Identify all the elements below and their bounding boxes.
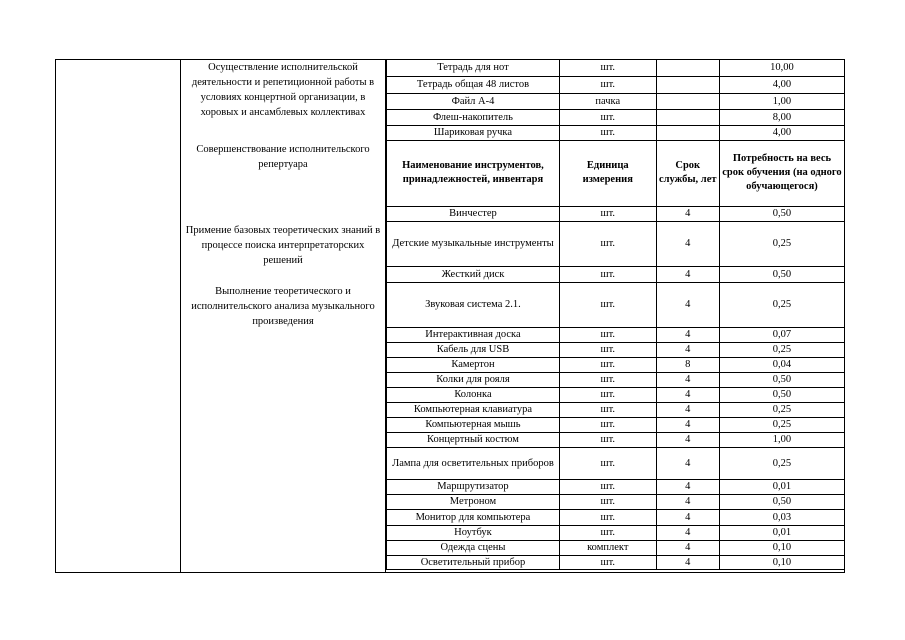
table-row: [387, 447, 845, 479]
header-row: [387, 140, 845, 206]
table-row: [387, 206, 845, 221]
item-name-cell: Осветительный прибор: [387, 555, 560, 569]
table-row: [387, 509, 845, 525]
table-row: [387, 494, 845, 509]
item-name-cell: Концертный костюм: [387, 432, 560, 447]
unit-cell: шт.: [559, 76, 656, 93]
unit-cell: шт.: [559, 432, 656, 447]
equipment-table: [386, 60, 844, 570]
need-cell: 0,25: [719, 282, 844, 327]
need-cell: 1,00: [719, 93, 844, 109]
item-name-cell: Шариковая ручка: [387, 125, 560, 140]
term-cell: 4: [656, 540, 719, 555]
need-cell: 4,00: [719, 125, 844, 140]
table-row: [387, 342, 845, 357]
item-name-cell: Колонка: [387, 387, 560, 402]
unit-cell: шт.: [559, 494, 656, 509]
term-cell: 4: [656, 372, 719, 387]
need-cell: 0,10: [719, 540, 844, 555]
item-name-cell: Тетрадь для нот: [387, 60, 560, 76]
table-row: [387, 266, 845, 282]
header-unit: Единица измерения: [559, 140, 656, 206]
unit-cell: шт.: [559, 221, 656, 266]
table-row: [387, 327, 845, 342]
term-cell: 4: [656, 387, 719, 402]
table-row: [387, 125, 845, 140]
unit-cell: шт.: [559, 266, 656, 282]
term-cell: 4: [656, 282, 719, 327]
term-cell: 4: [656, 402, 719, 417]
need-cell: 0,50: [719, 494, 844, 509]
term-cell: 4: [656, 417, 719, 432]
item-name-cell: Флеш-накопитель: [387, 109, 560, 125]
term-cell: [656, 109, 719, 125]
item-name-cell: Камертон: [387, 357, 560, 372]
term-cell: 4: [656, 494, 719, 509]
need-cell: 0,25: [719, 221, 844, 266]
item-name-cell: Ноутбук: [387, 525, 560, 540]
need-cell: 0,25: [719, 417, 844, 432]
activities-column: [181, 60, 386, 572]
table-row: [387, 417, 845, 432]
unit-cell: шт.: [559, 509, 656, 525]
header-name: Наименование инструментов, принадлежностей, инвентаря: [387, 140, 560, 206]
unit-cell: шт.: [559, 447, 656, 479]
item-name-cell: Колки для рояля: [387, 372, 560, 387]
need-cell: 0,25: [719, 342, 844, 357]
unit-cell: шт.: [559, 327, 656, 342]
unit-cell: комплект: [559, 540, 656, 555]
document-table: [55, 59, 845, 573]
unit-cell: шт.: [559, 357, 656, 372]
term-cell: 4: [656, 479, 719, 494]
unit-cell: шт.: [559, 402, 656, 417]
term-cell: [656, 125, 719, 140]
need-cell: 0,50: [719, 266, 844, 282]
need-cell: 0,04: [719, 357, 844, 372]
activity-text: Выполнение теоретического и исполнительского анализа музыкального произведения: [191, 286, 375, 327]
need-cell: 0,01: [719, 479, 844, 494]
item-name-cell: Монитор для компьютера: [387, 509, 560, 525]
item-name-cell: Метроном: [387, 494, 560, 509]
term-cell: 4: [656, 555, 719, 569]
item-name-cell: Файл А-4: [387, 93, 560, 109]
empty-column: [56, 60, 181, 572]
need-cell: 1,00: [719, 432, 844, 447]
term-cell: 4: [656, 447, 719, 479]
need-cell: 0,03: [719, 509, 844, 525]
table-row: [387, 525, 845, 540]
item-name-cell: Детские музыкальные инструменты: [387, 221, 560, 266]
item-name-cell: Компьютерная клавиатура: [387, 402, 560, 417]
item-name-cell: Компьютерная мышь: [387, 417, 560, 432]
term-cell: 4: [656, 342, 719, 357]
table-row: [387, 387, 845, 402]
unit-cell: шт.: [559, 417, 656, 432]
activity-text: Совершенствование исполнительского репертуара: [196, 144, 370, 170]
need-cell: 0,01: [719, 525, 844, 540]
unit-cell: шт.: [559, 60, 656, 76]
term-cell: 4: [656, 221, 719, 266]
term-cell: 4: [656, 525, 719, 540]
table-row: [387, 402, 845, 417]
item-name-cell: Тетрадь общая 48 листов: [387, 76, 560, 93]
term-cell: [656, 76, 719, 93]
table-row: [387, 93, 845, 109]
need-cell: 0,50: [719, 206, 844, 221]
table-row: [387, 479, 845, 494]
unit-cell: шт.: [559, 387, 656, 402]
term-cell: [656, 60, 719, 76]
unit-cell: пачка: [559, 93, 656, 109]
unit-cell: шт.: [559, 372, 656, 387]
unit-cell: шт.: [559, 206, 656, 221]
table-row: [387, 357, 845, 372]
header-term: Срок службы, лет: [656, 140, 719, 206]
item-name-cell: Винчестер: [387, 206, 560, 221]
table-row: [387, 282, 845, 327]
item-name-cell: Звуковая система 2.1.: [387, 282, 560, 327]
term-cell: 8: [656, 357, 719, 372]
unit-cell: шт.: [559, 555, 656, 569]
term-cell: 4: [656, 266, 719, 282]
term-cell: 4: [656, 206, 719, 221]
table-row: [387, 221, 845, 266]
table-row: [387, 372, 845, 387]
activity-text: Осуществление исполнительской деятельности и репетиционной работы в условиях концертной организации, в хоровых и ансамблевых коллективах: [191, 62, 375, 118]
unit-cell: шт.: [559, 525, 656, 540]
term-cell: [656, 93, 719, 109]
need-cell: 0,50: [719, 387, 844, 402]
table-row: [387, 555, 845, 569]
unit-cell: шт.: [559, 125, 656, 140]
item-name-cell: Интерактивная доска: [387, 327, 560, 342]
term-cell: 4: [656, 432, 719, 447]
table-row: [387, 432, 845, 447]
need-cell: 4,00: [719, 76, 844, 93]
item-name-cell: Одежда сцены: [387, 540, 560, 555]
table-row: [387, 540, 845, 555]
need-cell: 10,00: [719, 60, 844, 76]
table-row: [387, 60, 845, 76]
item-name-cell: Кабель для USB: [387, 342, 560, 357]
term-cell: 4: [656, 509, 719, 525]
need-cell: 0,25: [719, 402, 844, 417]
need-cell: 8,00: [719, 109, 844, 125]
unit-cell: шт.: [559, 109, 656, 125]
need-cell: 0,07: [719, 327, 844, 342]
item-name-cell: Лампа для осветительных приборов: [387, 447, 560, 479]
table-row: [387, 76, 845, 93]
need-cell: 0,50: [719, 372, 844, 387]
header-need: Потребность на весь срок обучения (на одного обучающегося): [719, 140, 844, 206]
unit-cell: шт.: [559, 479, 656, 494]
need-cell: 0,25: [719, 447, 844, 479]
need-cell: 0,10: [719, 555, 844, 569]
unit-cell: шт.: [559, 342, 656, 357]
item-name-cell: Жесткий диск: [387, 266, 560, 282]
table-row: [387, 109, 845, 125]
term-cell: 4: [656, 327, 719, 342]
item-name-cell: Маршрутизатор: [387, 479, 560, 494]
unit-cell: шт.: [559, 282, 656, 327]
activity-text: Примение базовых теоретических знаний в процессе поиска интерпретаторских решений: [185, 225, 381, 266]
